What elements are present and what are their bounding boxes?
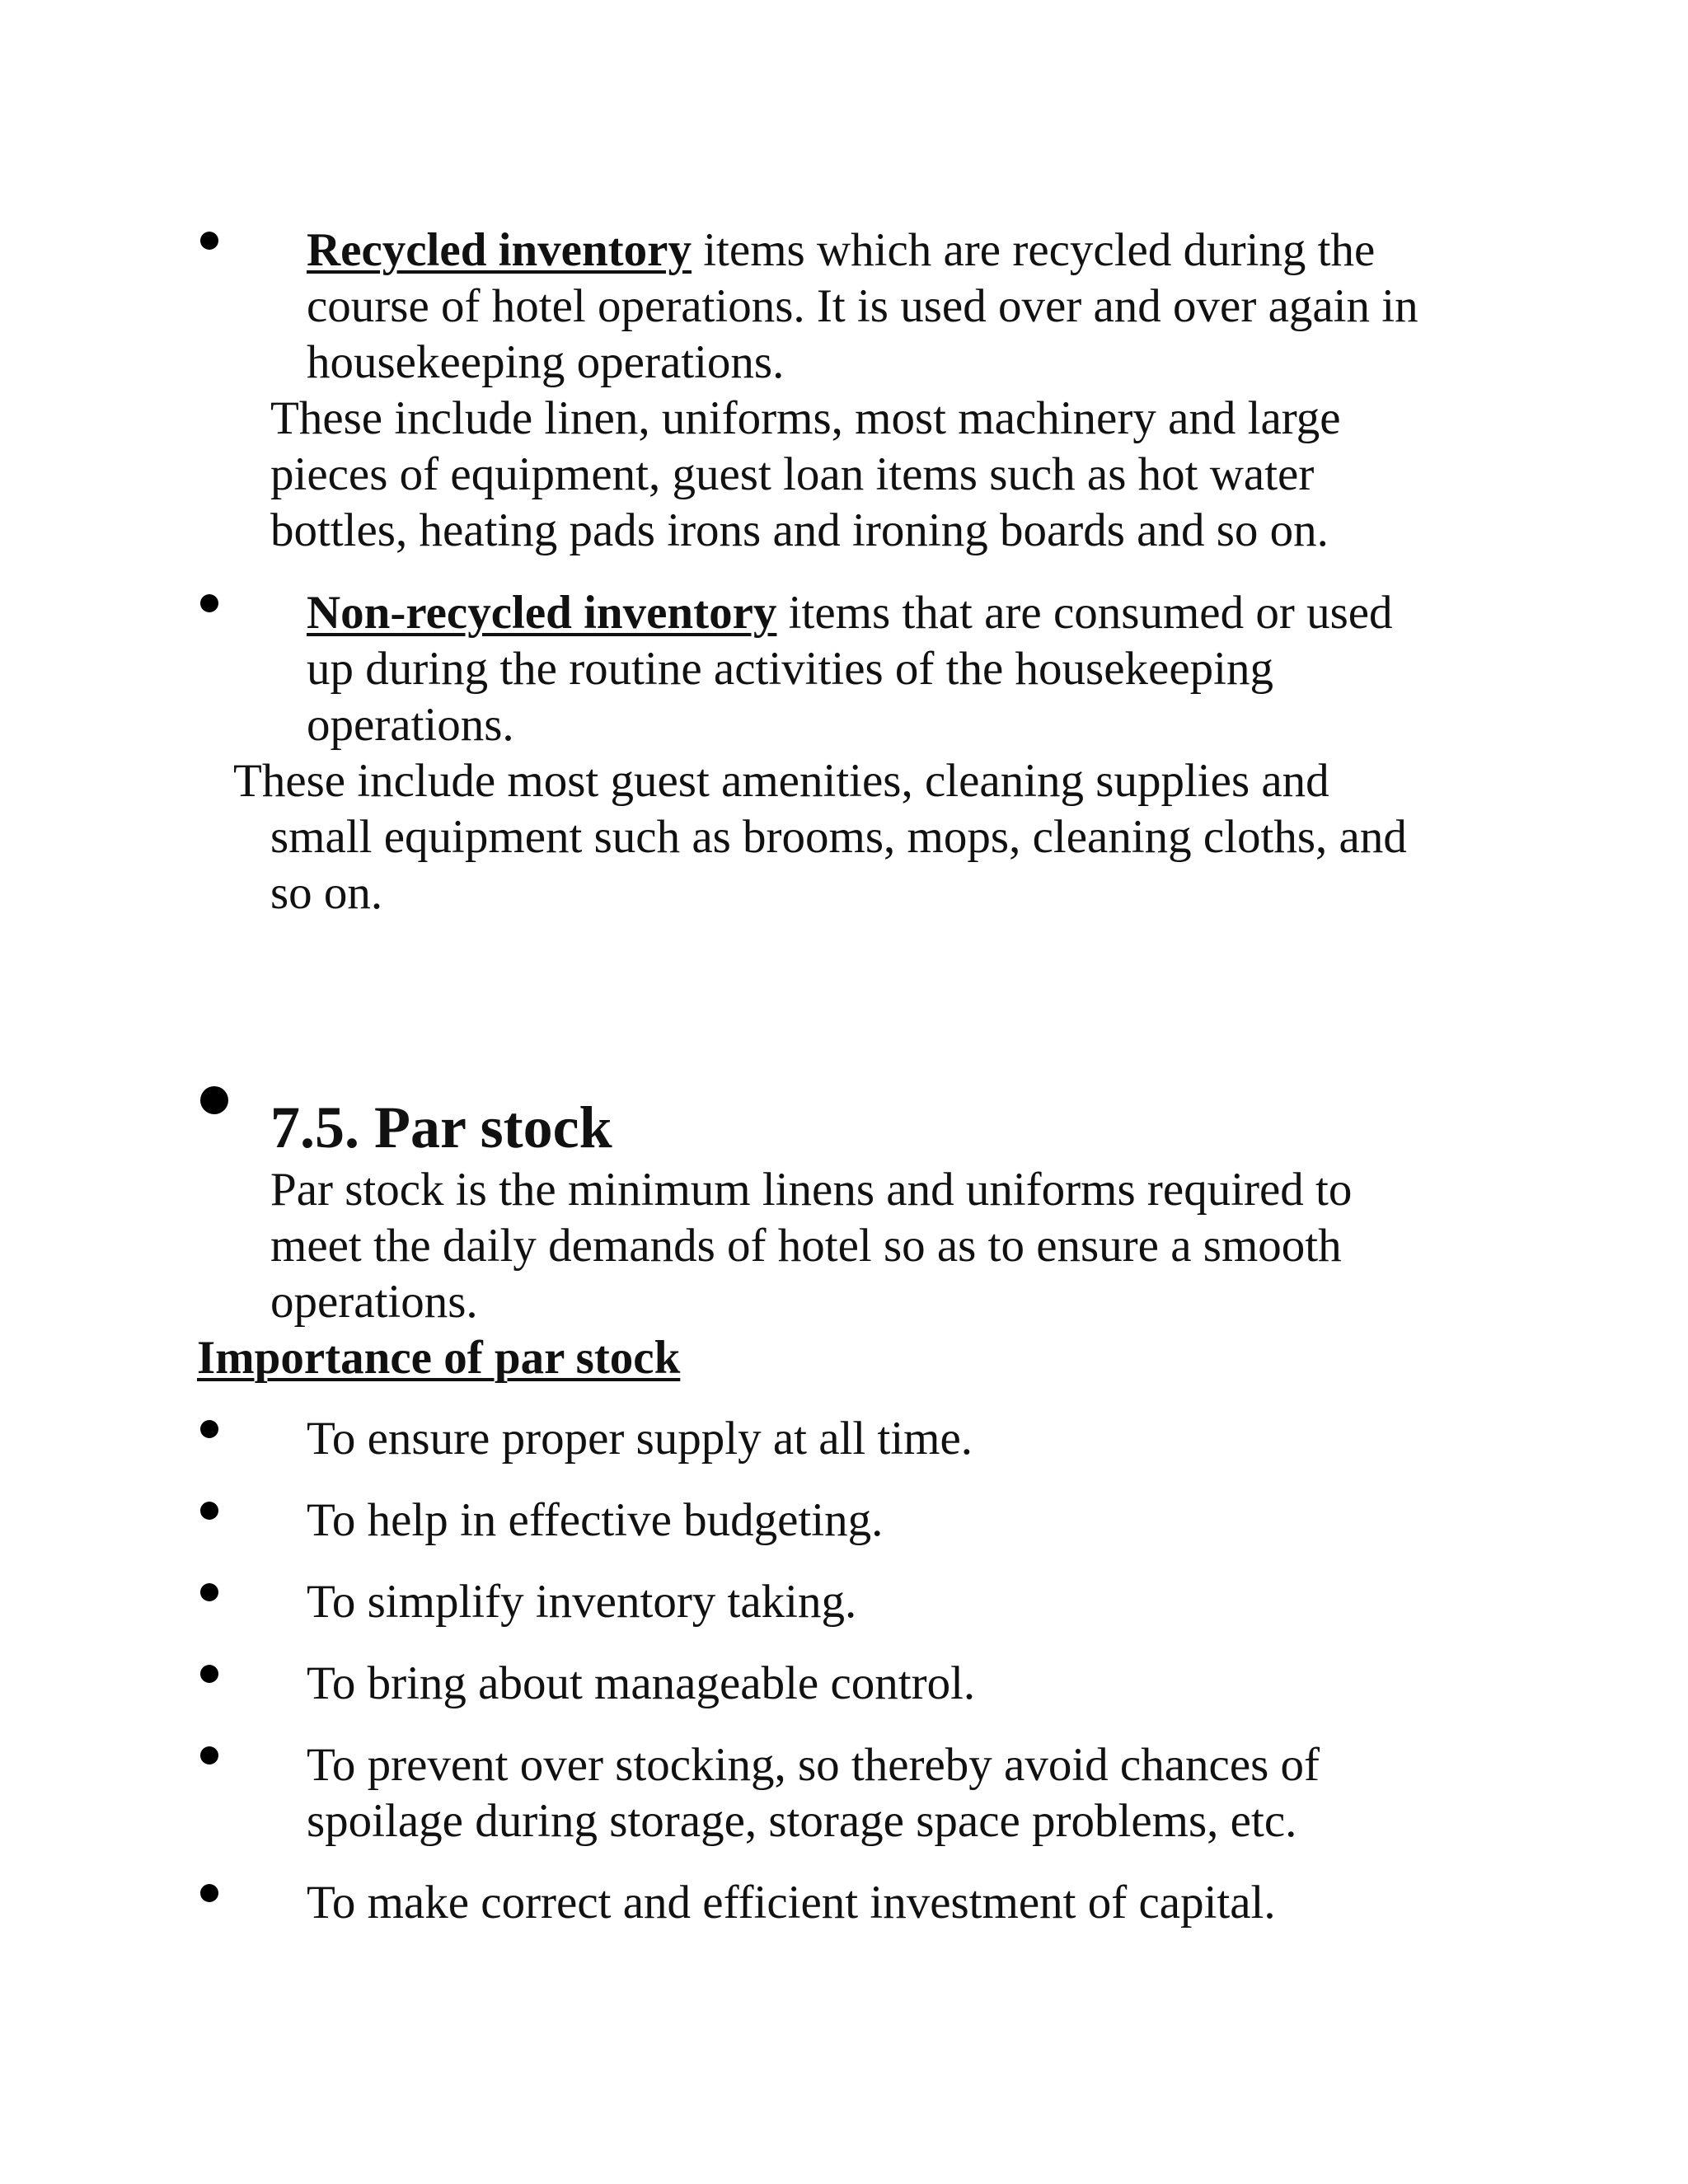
bullet-icon: [200, 232, 218, 250]
recycled-note-line-1: These include linen, uniforms, most machinery and large: [270, 392, 1341, 444]
non-recycled-text: items that are consumed or used: [776, 587, 1393, 639]
recycled-note-line-2: pieces of equipment, guest loan items such as hot water: [270, 448, 1315, 500]
non-recycled-line-2: up during the routine activities of the housekeeping: [307, 643, 1273, 695]
recycled-note-line-3: bottles, heating pads irons and ironing boards and so on.: [270, 504, 1329, 556]
bullet-icon: [200, 1665, 218, 1683]
list-item: To help in effective budgeting.: [307, 1494, 884, 1546]
non-recycled-note-line-3: so on.: [270, 867, 383, 919]
importance-title-text: Importance of par stock: [197, 1332, 681, 1384]
non-recycled-term: Non-recycled inventory: [307, 587, 777, 639]
bullet-icon: [200, 1086, 228, 1114]
non-recycled-note-line-1: These include most guest amenities, cleaning supplies and: [233, 755, 1329, 807]
recycled-term: Recycled inventory: [307, 224, 692, 276]
par-definition-line-1: Par stock is the minimum linens and uniforms required to: [270, 1164, 1353, 1216]
bullet-icon: [200, 1502, 218, 1520]
bullet-icon: [200, 1884, 218, 1902]
list-item: To ensure proper supply at all time.: [307, 1413, 973, 1465]
list-item: To simplify inventory taking.: [307, 1576, 857, 1628]
par-definition-line-2: meet the daily demands of hotel so as to ensure a smooth: [270, 1220, 1342, 1272]
importance-title: [197, 1330, 680, 1386]
non-recycled-line-3: operations.: [307, 699, 514, 751]
bullet-icon: [200, 1420, 218, 1438]
bullet-icon: [200, 1583, 218, 1601]
bullet-icon: [200, 1746, 218, 1765]
bullet-icon: [200, 594, 218, 612]
non-recycled-note-line-2: small equipment such as brooms, mops, cleaning cloths, and: [270, 811, 1407, 863]
recycled-line-3: housekeeping operations.: [307, 336, 785, 388]
recycled-line-1: [307, 223, 1375, 279]
list-item: To bring about manageable control.: [307, 1657, 976, 1709]
par-definition-line-3: operations.: [270, 1276, 478, 1328]
list-item: To prevent over stocking, so thereby avoid chances of: [307, 1739, 1320, 1791]
recycled-text: items which are recycled during the: [691, 224, 1376, 276]
list-item: To make correct and efficient investment of capital.: [307, 1877, 1276, 1929]
section-heading: 7.5. Par stock: [270, 1094, 612, 1160]
list-item-continued: spoilage during storage, storage space problems, etc.: [307, 1795, 1297, 1847]
recycled-line-2: course of hotel operations. It is used over and over again in: [307, 280, 1418, 332]
non-recycled-line-1: [307, 585, 1393, 641]
